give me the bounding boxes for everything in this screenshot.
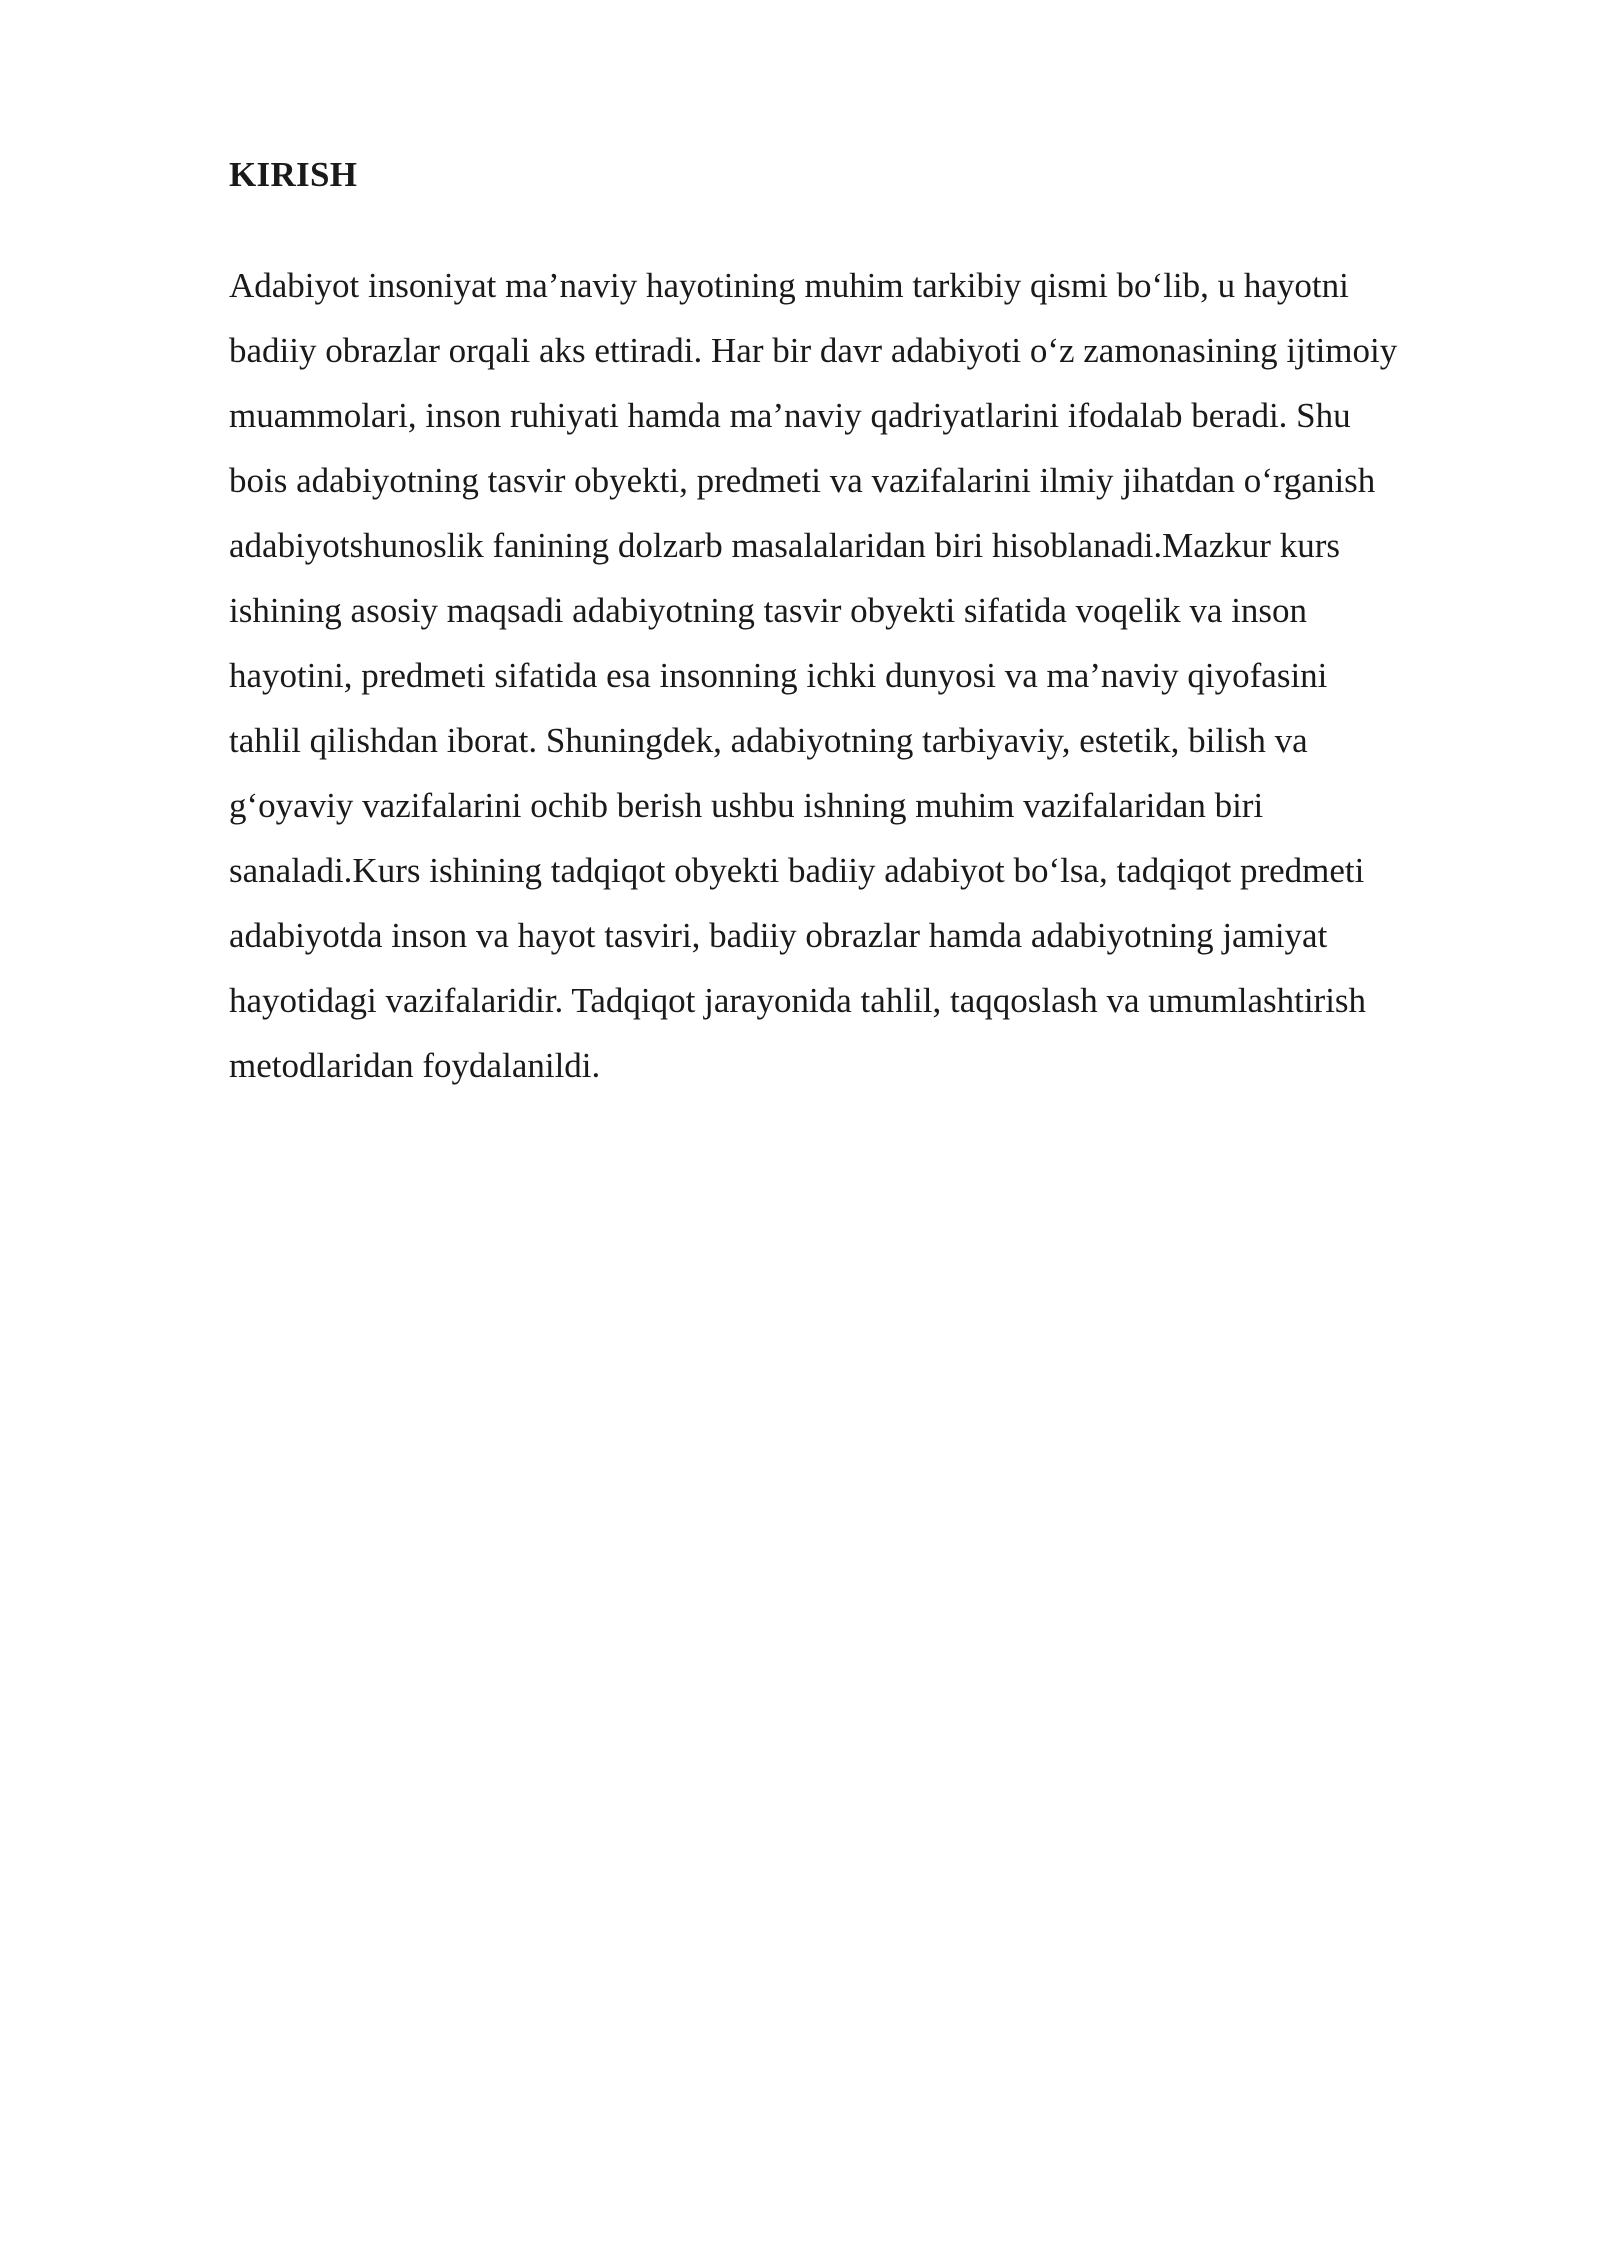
paragraph-line: tahlil qilishdan iborat. Shuningdek, adabiyotning tarbiyaviy, estetik, bilish va — [229, 721, 1308, 760]
paragraph-line: badiiy obrazlar orqali aks ettiradi. Har bir davr adabiyoti o‘z zamonasining ijtimoiy — [229, 331, 1398, 370]
paragraph-line: Adabiyot insoniyat ma’naviy hayotining muhim tarkibiy qismi bo‘lib, u hayotni — [229, 266, 1349, 305]
section-heading: KIRISH — [229, 155, 358, 194]
paragraph-line: sanaladi.Kurs ishining tadqiqot obyekti badiiy adabiyot bo‘lsa, tadqiqot predmeti — [229, 851, 1365, 890]
paragraph-line: g‘oyaviy vazifalarini ochib berish ushbu ishning muhim vazifalaridan biri — [229, 786, 1264, 825]
paragraph-line: adabiyotda inson va hayot tasviri, badiiy obrazlar hamda adabiyotning jamiyat — [229, 916, 1328, 955]
paragraph-line: adabiyotshunoslik fanining dolzarb masalalaridan biri hisoblanadi.Mazkur kurs — [229, 526, 1340, 565]
paragraph-line: metodlaridan foydalanildi. — [229, 1046, 601, 1085]
paragraph-line: ishining asosiy maqsadi adabiyotning tasvir obyekti sifatida voqelik va inson — [229, 591, 1308, 630]
paragraph-line: hayotidagi vazifalaridir. Tadqiqot jarayonida tahlil, taqqoslash va umumlashtirish — [229, 981, 1367, 1020]
paragraph-line: hayotini, predmeti sifatida esa insonning ichki dunyosi va ma’naviy qiyofasini — [229, 656, 1328, 695]
intro-paragraph — [229, 253, 1529, 1098]
paragraph-line: muammolari, inson ruhiyati hamda ma’naviy qadriyatlarini ifodalab beradi. Shu — [229, 396, 1351, 435]
paragraph-line: bois adabiyotning tasvir obyekti, predmeti va vazifalarini ilmiy jihatdan o‘rganish — [229, 461, 1376, 500]
